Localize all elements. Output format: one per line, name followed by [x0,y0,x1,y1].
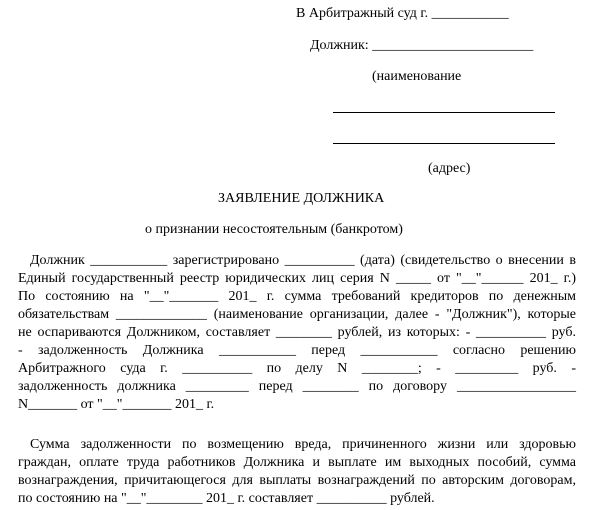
paragraph-line: Единый государственный реестр юридических лиц серия N _____ от "__"______ 201_ г.) [18,271,576,286]
paragraph-line: вознаграждения, причитающегося для выплаты вознаграждений по авторским договорам, [18,473,576,488]
paragraph-line: Должник ___________ зарегистрировано __________ (дата) (свидетельство о внесении в [30,253,576,268]
address-label: (адрес) [428,161,471,176]
paragraph-line: Сумма задолженности по возмещению вреда, причиненного жизни или здоровью [30,437,576,452]
name-label: (наименование [372,69,462,84]
paragraph-line: по состоянию на "__"________ 201_ г. составляет __________ рублей. [18,491,435,506]
paragraph-line: задолженность должника _________ перед ________ по договору _________________ [18,379,576,394]
document-title: ЗАЯВЛЕНИЕ ДОЛЖНИКА [218,191,385,206]
paragraph-line: не оспариваются Должником, составляет ________ рублей, из которых: - __________ руб. [18,325,576,340]
blank-line-1 [333,112,555,113]
paragraph-line: По состоянию на "__"_______ 201_ г. сумма требований кредиторов по денежным [18,289,576,304]
paragraph-line: - задолженность Должника ___________ перед ___________ согласно решению [18,343,576,358]
document-subtitle: о признании несостоятельным (банкротом) [145,222,403,237]
paragraph-line: Арбитражного суда г. __________ по делу N ________; - _________ руб. - [18,361,576,376]
paragraph-line: граждан, оплате труда работников Должника и выплате им выходных пособий, сумма [18,455,576,470]
debtor-line: Должник: _______________________ [310,38,534,53]
blank-line-2 [333,143,555,144]
court-line: В Арбитражный суд г. ___________ [296,6,509,21]
paragraph-line: N_______ от "__"_______ 201_ г. [18,397,215,412]
paragraph-line: обязательствам _____________ (наименование организации, далее - "Должник"), которые [18,307,576,322]
